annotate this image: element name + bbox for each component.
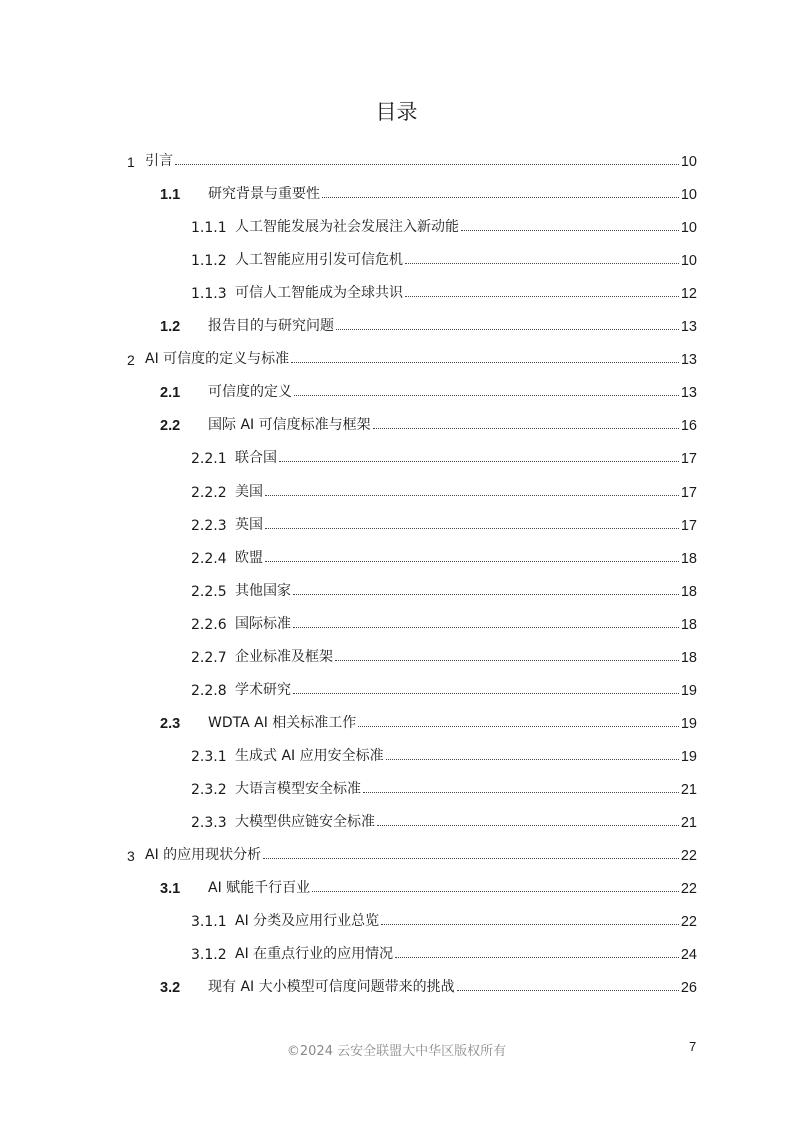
toc-entry[interactable] (127, 838, 697, 864)
dot-leader (395, 957, 679, 958)
toc-entry-title: AI 可信度的定义与标准 (145, 351, 290, 368)
dot-leader (386, 759, 679, 760)
dot-leader (279, 461, 679, 462)
dot-leader (358, 726, 679, 727)
dot-leader (175, 164, 679, 165)
toc-entry-title: 人工智能应用引发可信危机 (235, 252, 403, 269)
toc-entry-page: 24 (680, 947, 697, 964)
toc-entry-page: 18 (680, 616, 697, 633)
toc-entry[interactable] (191, 508, 697, 534)
dot-leader (405, 296, 679, 297)
toc-entry-number: 2.2 (160, 418, 181, 435)
toc-entry-page: 21 (680, 815, 697, 831)
toc-entry[interactable] (127, 342, 697, 368)
toc-entry-number: 3.1.2 (191, 947, 227, 964)
dot-leader (381, 924, 679, 925)
toc-entry-title: 企业标准及框架 (235, 648, 333, 665)
toc-entry-page: 17 (680, 517, 697, 534)
toc-entry-number: 3.1.1 (191, 914, 227, 931)
toc-entry[interactable] (160, 706, 697, 732)
toc-entry-number: 2.2.3 (191, 517, 227, 534)
toc-entry-number: 2.2.2 (191, 484, 227, 501)
toc-entry-number: 1.1.3 (191, 286, 227, 303)
toc-entry-number: 2.2.1 (191, 451, 227, 468)
dot-leader (265, 528, 679, 529)
toc-entry-number: 2.2.8 (191, 682, 227, 699)
toc-entry-number: 2.2.5 (191, 583, 227, 600)
toc-entry[interactable] (191, 937, 697, 963)
toc-entry-page: 18 (680, 550, 697, 567)
toc-entry[interactable] (191, 441, 697, 467)
dot-leader (335, 660, 679, 661)
toc-entry-number: 1.1 (160, 187, 181, 204)
dot-leader (294, 395, 679, 396)
toc-entry-title: 国际 AI 可信度标准与框架 (208, 417, 371, 434)
toc-entry-title: 美国 (235, 483, 263, 500)
toc-entry-page: 19 (680, 682, 697, 699)
toc-entry[interactable] (191, 210, 697, 236)
dot-leader (373, 428, 679, 429)
toc-entry-number: 3.1 (160, 881, 181, 898)
toc-entry-page: 19 (680, 715, 697, 732)
toc-entry-number: 2.1 (160, 385, 181, 402)
toc-entry-title: AI 赋能千行百业 (208, 880, 311, 897)
dot-leader (312, 891, 679, 892)
toc-entry-page: 18 (680, 583, 697, 600)
toc-entry-number: 1.2 (160, 319, 181, 336)
toc-entry-title: 人工智能发展为社会发展注入新动能 (235, 219, 459, 236)
toc-entry[interactable] (191, 574, 697, 600)
toc-entry-title: 学术研究 (235, 681, 291, 698)
toc-entry-number: 2.3.2 (191, 781, 227, 798)
footer-copyright: ©2024 云安全联盟大中华区版权所有 (286, 1044, 507, 1059)
dot-leader (265, 561, 679, 562)
toc-entry-number: 3.2 (160, 980, 181, 997)
toc-entry-number: 3 (127, 848, 135, 865)
toc-entry-page: 26 (680, 980, 697, 997)
toc-entry-page: 13 (680, 319, 697, 336)
toc-title: 目录 (375, 100, 418, 124)
toc-entry-page: 13 (680, 352, 697, 369)
toc-entry[interactable] (191, 475, 697, 501)
toc-entry-title: 欧盟 (235, 549, 263, 566)
toc-entry-number: 2.2.6 (191, 616, 227, 633)
toc-entry-number: 2.3.1 (191, 748, 227, 765)
toc-entry-title: 研究背景与重要性 (208, 186, 320, 203)
toc-entry-page: 12 (680, 286, 697, 303)
toc-entry-page: 19 (680, 748, 697, 765)
toc-entry-page: 22 (680, 881, 697, 898)
toc-entry[interactable] (191, 805, 697, 831)
toc-entry-number: 2 (127, 352, 135, 369)
dot-leader (457, 990, 679, 991)
dot-leader (293, 594, 679, 595)
toc-entry[interactable] (191, 541, 697, 567)
toc-entry-page: 22 (680, 848, 697, 865)
toc-entry-title: 大模型供应链安全标准 (235, 814, 375, 830)
dot-leader (265, 495, 679, 496)
toc-entry-title: 报告目的与研究问题 (208, 318, 334, 335)
toc-entry[interactable] (191, 607, 697, 633)
toc-entry-title: 生成式 AI 应用安全标准 (235, 747, 384, 764)
toc-entry-title: 联合国 (235, 450, 277, 467)
toc-entry-title: 可信度的定义 (208, 384, 292, 401)
toc-entry-page: 17 (680, 484, 697, 501)
toc-entry-page: 21 (680, 781, 697, 798)
dot-leader (291, 362, 679, 363)
toc-entry[interactable] (160, 309, 697, 335)
toc-entry[interactable] (191, 673, 697, 699)
toc-entry-page: 16 (680, 418, 697, 435)
toc-entry-title: 引言 (145, 153, 173, 169)
toc-entry-number: 2.2.7 (191, 649, 227, 666)
toc-entry-page: 13 (680, 385, 697, 402)
toc-entry-page: 10 (680, 253, 697, 270)
toc-entry-title: AI 在重点行业的应用情况 (235, 946, 394, 963)
dot-leader (461, 230, 679, 231)
dot-leader (405, 263, 679, 264)
toc-entry-number: 2.2.4 (191, 550, 227, 567)
toc-entry-title: AI 分类及应用行业总览 (235, 913, 380, 930)
toc-entry[interactable] (191, 640, 697, 666)
toc-entry[interactable] (160, 970, 697, 996)
dot-leader (377, 825, 679, 826)
toc-entry[interactable] (191, 276, 697, 302)
toc-entry-title: AI 的应用现状分析 (145, 847, 262, 864)
footer-page-number: 7 (689, 1039, 697, 1054)
toc-entry-page: 22 (680, 914, 697, 931)
toc-entry[interactable] (191, 904, 697, 930)
toc-entry[interactable] (127, 144, 697, 170)
toc-entry[interactable] (191, 772, 697, 798)
dot-leader (293, 693, 679, 694)
toc-entry[interactable] (160, 408, 697, 434)
toc-entry-number: 1.1.2 (191, 253, 227, 270)
toc-entry-number: 2.3 (160, 715, 181, 732)
dot-leader (263, 858, 679, 859)
toc-entry-title: 可信人工智能成为全球共识 (235, 285, 403, 302)
toc-entry-number: 1.1.1 (191, 220, 227, 237)
toc-entry[interactable] (160, 871, 697, 897)
toc-entry-number: 1 (127, 154, 135, 170)
toc-entry-title: 现有 AI 大小模型可信度问题带来的挑战 (208, 979, 455, 996)
toc-entry[interactable] (191, 739, 697, 765)
toc-entry-title: 其他国家 (235, 582, 291, 599)
toc-entry-page: 17 (680, 451, 697, 468)
toc-entry-page: 18 (680, 649, 697, 666)
dot-leader (322, 197, 679, 198)
toc-entry-page: 10 (680, 187, 697, 204)
toc-entry[interactable] (191, 243, 697, 269)
toc-entry-page: 10 (680, 154, 697, 170)
toc-entry-title: WDTA AI 相关标准工作 (208, 714, 357, 731)
dot-leader (363, 792, 679, 793)
toc-entry[interactable] (160, 375, 697, 401)
dot-leader (293, 627, 679, 628)
toc-entry-page: 10 (680, 220, 697, 237)
toc-entry-number: 2.3.3 (191, 815, 227, 831)
dot-leader (336, 329, 679, 330)
toc-entry-title: 国际标准 (235, 615, 291, 632)
toc-entry-title: 大语言模型安全标准 (235, 780, 361, 797)
toc-entry[interactable] (160, 177, 697, 203)
toc-entry-title: 英国 (235, 516, 263, 533)
